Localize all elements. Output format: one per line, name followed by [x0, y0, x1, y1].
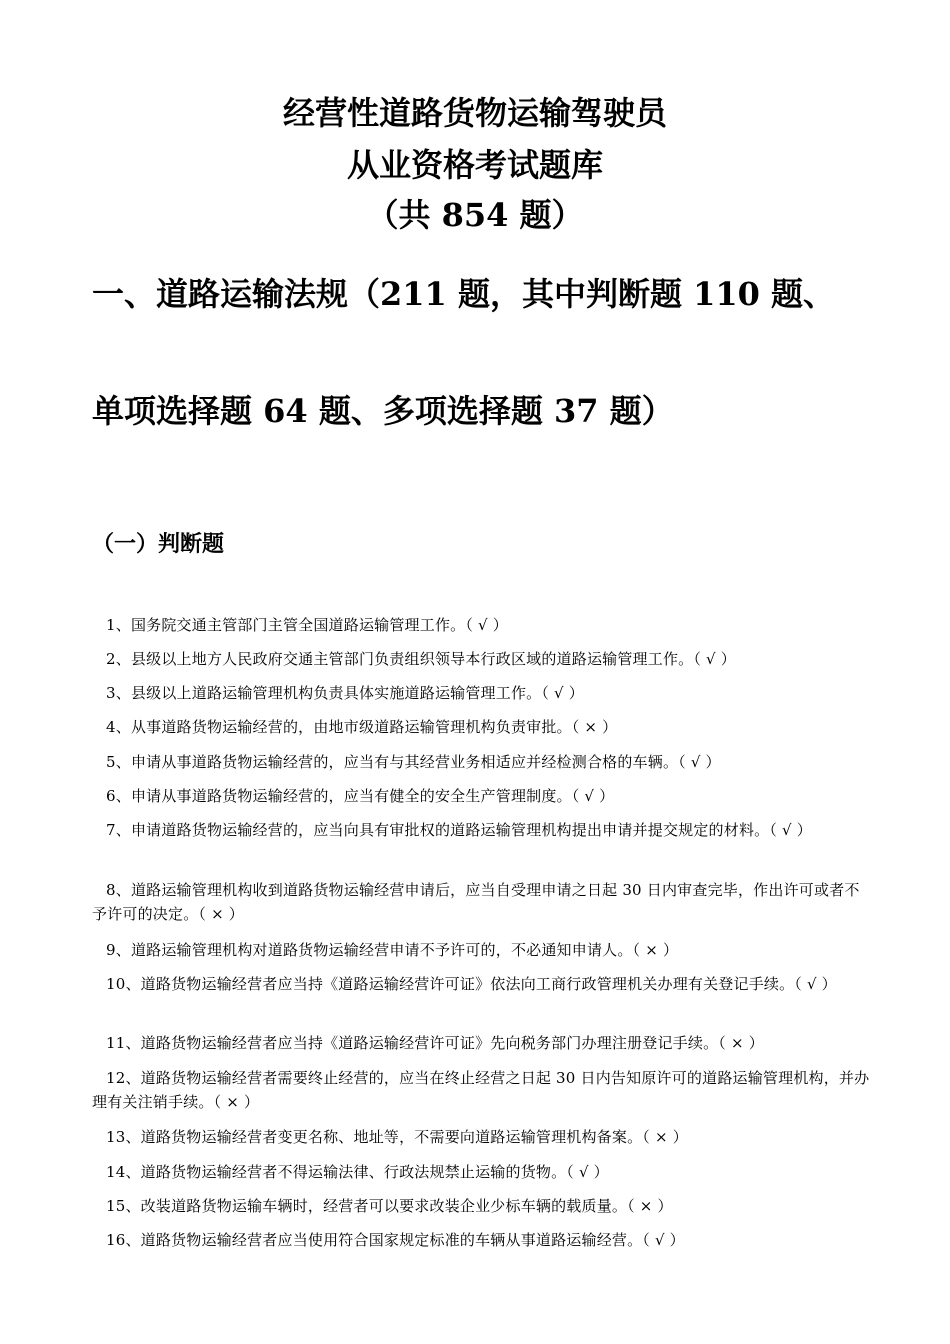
- question-item: 7、申请道路货物运输经营的，应当向具有审批权的道路运输管理机构提出申请并提交规定的材料。（ √ ）: [106, 821, 812, 839]
- document-title-line-1: 经营性道路货物运输驾驶员: [282, 94, 667, 132]
- section-heading-line-2: 单项选择题 64 题、多项选择题 37 题）: [92, 392, 674, 430]
- question-item: 2、县级以上地方人民政府交通主管部门负责组织领导本行政区域的道路运输管理工作。（ √ ）: [106, 650, 736, 668]
- question-item: 15、改装道路货物运输车辆时，经营者可以要求改装企业少标车辆的载质量。（ × ）: [106, 1197, 673, 1215]
- question-item: 10、道路货物运输经营者应当持《道路运输经营许可证》依法向工商行政管理机关办理有关登记手续。（ √ ）: [106, 975, 837, 993]
- question-item: 4、从事道路货物运输经营的，由地市级道路运输管理机构负责审批。（ × ）: [106, 718, 618, 736]
- question-item: 9、道路运输管理机构对道路货物运输经营申请不予许可的，不必通知申请人。（ × ）: [106, 941, 679, 959]
- document-title-line-2: 从业资格考试题库: [346, 146, 603, 184]
- subsection-heading: （一）判断题: [92, 532, 225, 557]
- question-item: 5、申请从事道路货物运输经营的，应当有与其经营业务相适应并经检测合格的车辆。（ √ ）: [106, 753, 721, 771]
- section-heading-line-1: 一、道路运输法规（211 题，其中判断题 110 题、: [92, 275, 836, 313]
- document-title-line-3: （共 854 题）: [366, 196, 584, 234]
- question-item: 13、道路货物运输经营者变更名称、地址等，不需要向道路运输管理机构备案。（ × ）: [106, 1128, 688, 1146]
- question-item: 6、申请从事道路货物运输经营的，应当有健全的安全生产管理制度。（ √ ）: [106, 787, 615, 805]
- question-item: 11、道路货物运输经营者应当持《道路运输经营许可证》先向税务部门办理注册登记手续。（ × ）: [106, 1034, 764, 1052]
- question-item: 8、道路运输管理机构收到道路货物运输经营申请后，应当自受理申请之日起 30 日内审查完毕，作出许可或者不予许可的决定。（ × ）: [92, 881, 860, 923]
- question-item: 3、县级以上道路运输管理机构负责具体实施道路运输管理工作。（ √ ）: [106, 684, 584, 702]
- question-item: 1、国务院交通主管部门主管全国道路运输管理工作。（ √ ）: [106, 616, 508, 634]
- question-item: 16、道路货物运输经营者应当使用符合国家规定标准的车辆从事道路运输经营。（ √ ）: [106, 1231, 685, 1249]
- question-item: 12、道路货物运输经营者需要终止经营的，应当在终止经营之日起 30 日内告知原许可的道路运输管理机构，并办理有关注销手续。（ × ）: [92, 1069, 870, 1111]
- question-item: 14、道路货物运输经营者不得运输法律、行政法规禁止运输的货物。（ √ ）: [106, 1163, 609, 1181]
